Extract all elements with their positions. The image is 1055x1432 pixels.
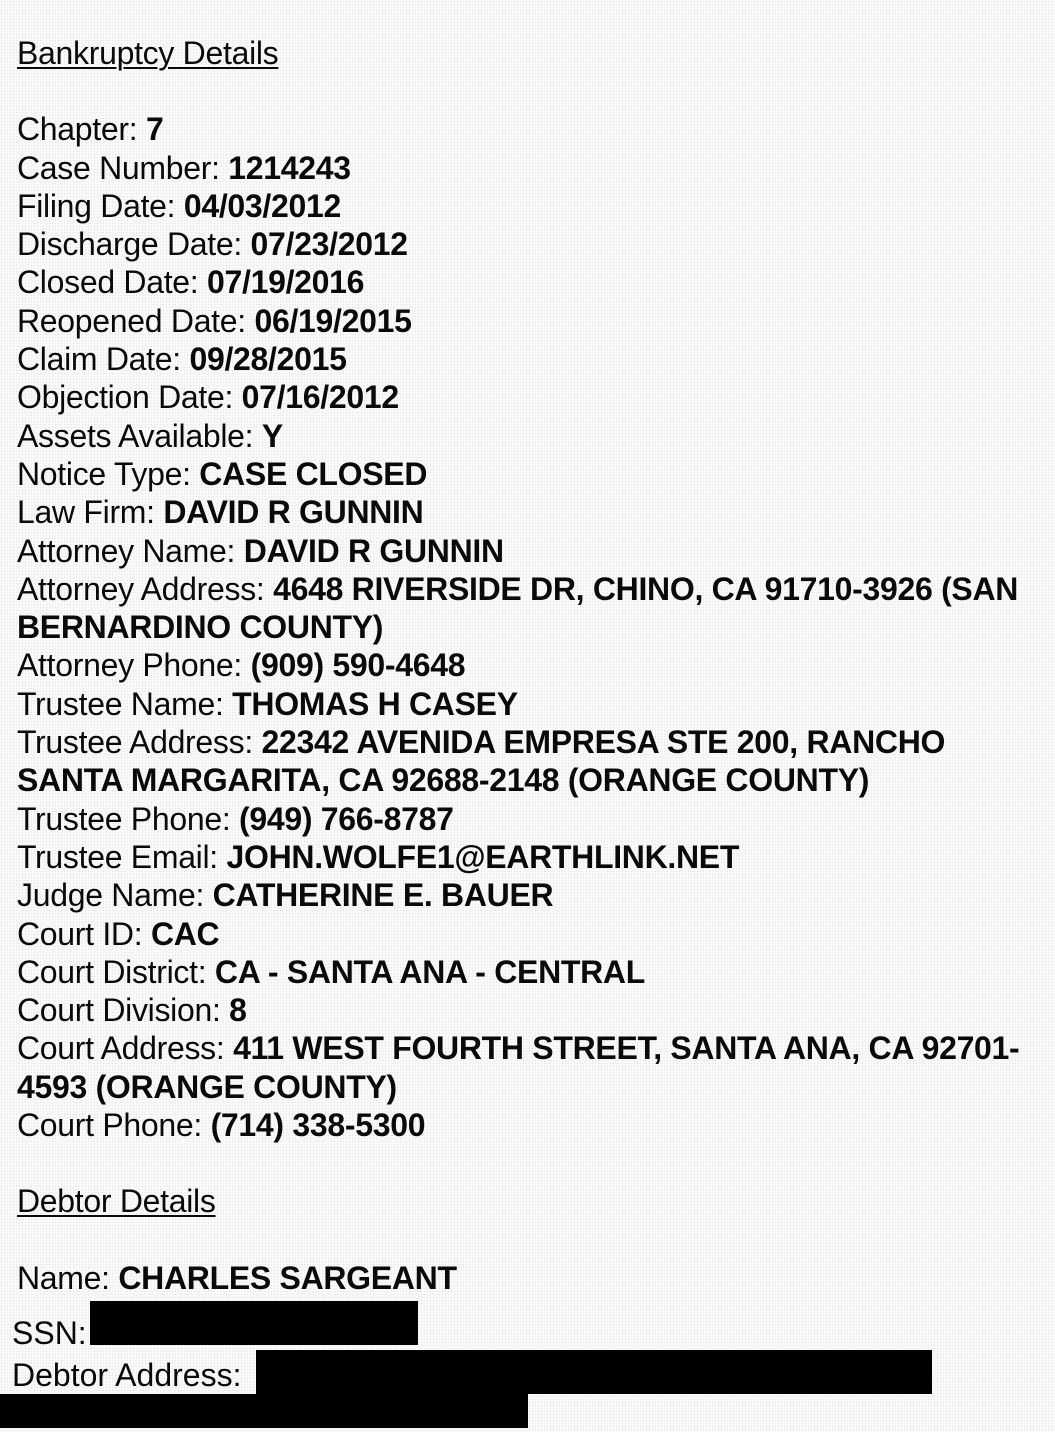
field-row [17,800,1047,838]
field-label: Court Phone: [17,1107,202,1144]
field-row [17,493,1047,531]
field-value: 1214243 [228,149,351,186]
field-label: Objection Date: [17,379,234,416]
field-row [17,991,1047,1029]
redaction-box-ssn [90,1301,418,1345]
field-value: 09/28/2015 [189,341,347,378]
field-label: Closed Date: [17,264,199,301]
field-row [17,723,1047,800]
field-row [17,915,1047,953]
field-row [17,685,1047,723]
field-label: SSN: [12,1315,87,1351]
debtor-address-row [12,1356,241,1394]
field-value: 7 [145,111,164,148]
field-value: CATHERINE E. BAUER [212,877,554,914]
field-label: Trustee Address: [17,724,253,761]
field-value: 22342 AVENIDA EMPRESA STE 200, RANCHO SANTA MARGARITA, CA 92688-2148 (ORANGE COUNTY) [17,724,946,799]
field-label: Name: [17,1259,110,1296]
field-value: DAVID R GUNNIN [163,494,424,531]
field-value: CA - SANTA ANA - CENTRAL [214,953,645,990]
debtor-ssn-row [12,1314,87,1352]
field-value: (909) 590-4648 [250,647,466,684]
field-row [17,570,1047,647]
redaction-box-address-line2 [0,1394,528,1428]
field-row [17,532,1047,570]
field-label: Discharge Date: [17,226,242,263]
field-label: Law Firm: [17,494,155,531]
field-row [17,1029,1047,1106]
field-value: (714) 338-5300 [210,1107,426,1144]
field-value: 07/16/2012 [241,379,399,416]
field-value: 07/19/2016 [206,264,365,301]
bankruptcy-fields-list [17,110,1047,1144]
field-row [17,263,1047,301]
field-label: Court District: [17,953,207,990]
field-row [17,302,1047,340]
field-row [17,187,1047,225]
field-label: Attorney Phone: [17,647,242,684]
field-value: 411 WEST FOURTH STREET, SANTA ANA, CA 92701-4593 (ORANGE COUNTY) [17,1030,1020,1105]
field-label: Attorney Address: [17,570,265,607]
field-label: Court ID: [17,915,143,952]
field-row [17,646,1047,684]
field-value: 06/19/2015 [254,302,412,339]
field-row [17,953,1047,991]
field-label: Notice Type: [17,455,191,492]
field-row [17,225,1047,263]
spacer [17,1221,1047,1259]
field-label: Chapter: [17,111,138,148]
field-value: (949) 766-8787 [239,800,454,837]
field-row [17,149,1047,187]
field-label: Trustee Name: [17,685,224,722]
debtor-details-heading: Debtor Details [17,1183,216,1220]
field-value: CASE CLOSED [199,455,428,492]
document-body [17,34,1047,1297]
field-value: THOMAS H CASEY [232,685,518,722]
field-label: Debtor Address: [12,1357,242,1393]
field-value: 8 [229,992,247,1029]
field-label: Court Division: [17,992,221,1029]
field-row [17,838,1047,876]
field-value: CHARLES SARGEANT [118,1259,457,1296]
field-label: Judge Name: [17,877,205,914]
field-value: 4648 RIVERSIDE DR, CHINO, CA 91710-3926 (SAN BERNARDINO COUNTY) [17,570,1019,646]
redaction-box-address [256,1350,932,1394]
field-label: Reopened Date: [17,302,246,339]
field-value: DAVID R GUNNIN [243,532,504,569]
field-label: Trustee Email: [17,838,218,875]
field-value: CAC [150,915,220,952]
field-label: Trustee Phone: [17,800,231,837]
field-row [17,1106,1047,1144]
field-label: Assets Available: [17,417,254,454]
field-row [17,110,1047,148]
field-label: Attorney Name: [17,532,236,569]
field-row [17,340,1047,378]
field-value: 04/03/2012 [183,187,342,224]
spacer [17,72,1047,110]
spacer [17,1144,1047,1182]
field-row [17,417,1047,455]
field-value: JOHN.WOLFE1@EARTHLINK.NET [226,838,740,875]
field-value: Y [261,417,283,454]
field-row [17,455,1047,493]
debtor-name-row [17,1259,1047,1297]
field-row [17,876,1047,914]
field-label: Claim Date: [17,341,181,378]
field-label: Court Address: [17,1030,225,1067]
bankruptcy-details-heading: Bankruptcy Details [17,35,279,71]
field-label: Case Number: [17,149,220,186]
field-value: 07/23/2012 [250,226,408,263]
field-row [17,378,1047,416]
field-label: Filing Date: [17,187,176,224]
